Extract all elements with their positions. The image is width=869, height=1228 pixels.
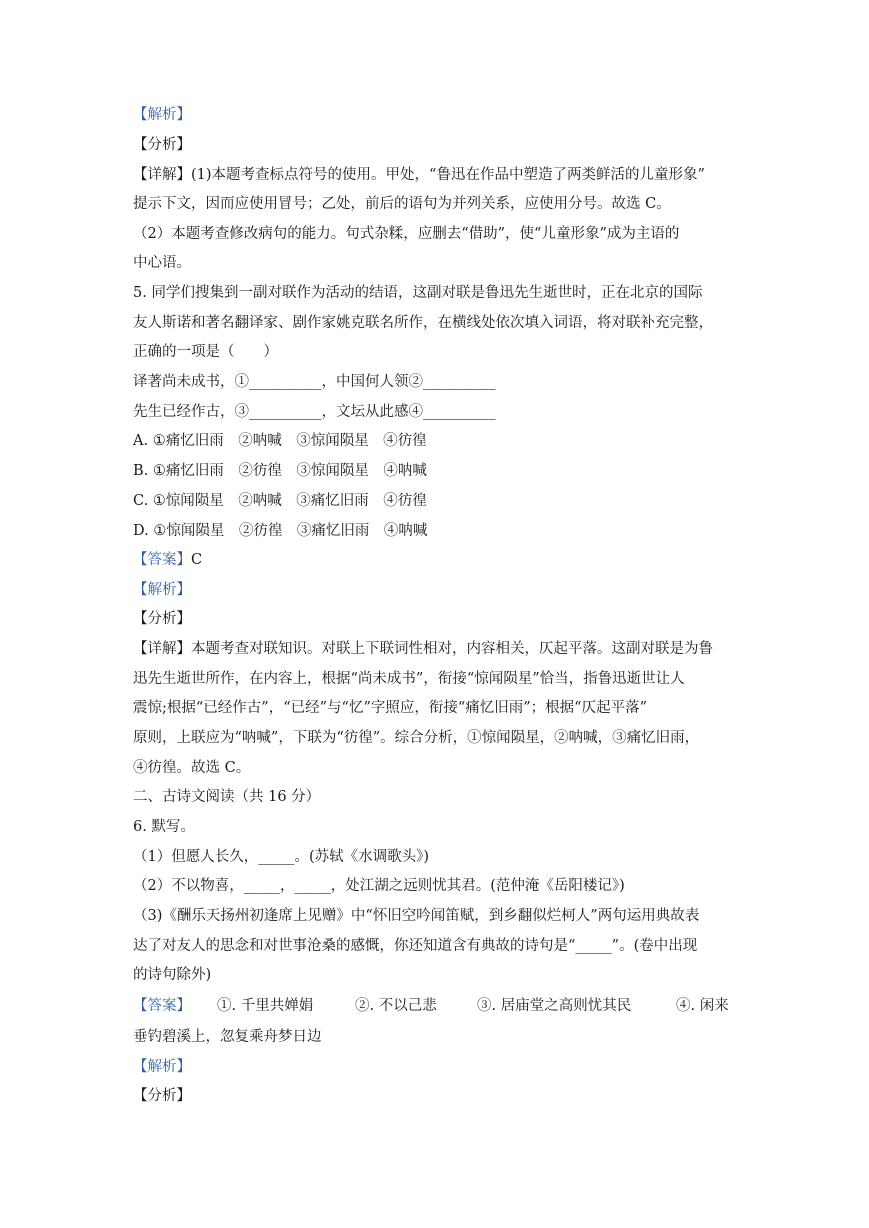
section-heading: 二、古诗文阅读（共 16 分） — [133, 789, 321, 805]
question-6-sub-1: （1）但愿人长久，_____。(苏轼《水调歌头》) — [133, 849, 430, 865]
xiangjie-tag: 【详解】 — [133, 641, 191, 657]
answer-value: C — [191, 552, 203, 568]
fenxi-tag: 【分析】 — [133, 137, 191, 153]
xiangjie-text: 本题考查对联知识。对联上下联词性相对，内容相关，仄起平落。这副对联是为鲁 — [191, 641, 713, 657]
option-d: D. ①惊闻陨星 ②彷徨 ③痛忆旧雨 ④呐喊 — [133, 523, 428, 539]
question-5-line: 5. 同学们搜集到一副对联作为活动的结语，这副对联是鲁迅先生逝世时，正在北京的国际 — [133, 285, 703, 301]
question-6-title: 6. 默写。 — [133, 819, 195, 835]
question-6-sub-2: （2）不以物喜，_____，_____，处江湖之远则忧其君。(范仲淹《岳阳楼记》) — [133, 878, 625, 894]
xiangjie-tag: 【详解】 — [133, 167, 191, 183]
answer-item-2: ②. 不以己悲 — [355, 998, 437, 1014]
question-5-line: 友人斯诺和著名翻译家、剧作家姚克联名所作，在横线处依次填入词语，将对联补充完整， — [133, 315, 713, 331]
paragraph-line: （2）本题考查修改病句的能力。句式杂糅，应删去“借助”，使“儿童形象”成为主语的 — [133, 226, 680, 242]
answer-item-4: ④. 闲来 — [676, 998, 729, 1014]
fenxi-tag: 【分析】 — [133, 611, 191, 627]
xiangjie-line-1 — [133, 639, 713, 659]
answer-line — [133, 996, 729, 1016]
jiexi-tag: 【解析】 — [133, 582, 191, 598]
paragraph-line: 迅先生逝世所作，在内容上，根据“尚未成书”，衔接“惊闻陨星”恰当，指鲁迅逝世让人 — [133, 671, 685, 687]
paragraph-line: 提示下文，因而应使用冒号；乙处，前后的语句为并列关系，应使用分号。故选 C。 — [133, 196, 671, 212]
answer-line — [133, 550, 202, 570]
xiangjie-line-1 — [133, 165, 705, 185]
answer-item-3: ③. 居庙堂之高则忧其民 — [477, 998, 632, 1014]
question-6-sub-3: 达了对友人的思念和对世事沧桑的感慨，你还知道含有典故的诗句是“_____”。(卷中出现 — [133, 938, 698, 954]
answer-tag: 【答案】 — [133, 998, 191, 1014]
option-c: C. ①惊闻陨星 ②呐喊 ③痛忆旧雨 ④彷徨 — [133, 493, 427, 509]
answer-continuation: 垂钓碧溪上，忽复乘舟梦日边 — [133, 1029, 322, 1045]
option-b: B. ①痛忆旧雨 ②彷徨 ③惊闻陨星 ④呐喊 — [133, 463, 427, 479]
paragraph-line: ④彷徨。故选 C。 — [133, 760, 251, 776]
answer-item-1: ①. 千里共婵娟 — [217, 998, 314, 1014]
question-6-sub-3: （3)《酬乐天扬州初逢席上见赠》中“怀旧空吟闻笛赋，到乡翻似烂柯人”两句运用典故表 — [133, 908, 700, 924]
jiexi-tag: 【解析】 — [133, 107, 191, 123]
couplet-line-2: 先生已经作古，③__________，文坛从此感④__________ — [133, 404, 496, 420]
couplet-line-1: 译著尚未成书，①__________，中国何人领②__________ — [133, 374, 496, 390]
question-5-line: 正确的一项是（ ） — [133, 344, 278, 360]
answer-tag: 【答案】 — [133, 552, 191, 568]
option-a: A. ①痛忆旧雨 ②呐喊 ③惊闻陨星 ④彷徨 — [133, 433, 427, 449]
fenxi-tag: 【分析】 — [133, 1088, 191, 1104]
paragraph-line: 原则，上联应为“呐喊”，下联为“彷徨”。综合分析，①惊闻陨星，②呐喊，③痛忆旧雨， — [133, 730, 700, 746]
xiangjie-text: (1)本题考查标点符号的使用。甲处，“鲁迅在作品中塑造了两类鲜活的儿童形象” — [191, 167, 705, 183]
paragraph-line: 震惊;根据“已经作古”，“已经”与“忆”字照应，衔接“痛忆旧雨”；根据“仄起平落” — [133, 700, 648, 716]
question-6-sub-3: 的诗句除外) — [133, 967, 212, 983]
jiexi-tag: 【解析】 — [133, 1059, 191, 1075]
paragraph-line: 中心语。 — [133, 255, 191, 271]
